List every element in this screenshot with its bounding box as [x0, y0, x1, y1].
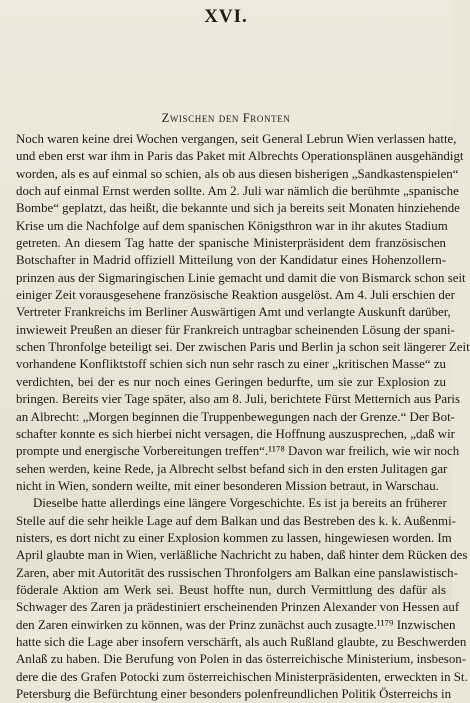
text-line: an Albrecht: „Morgen beginnen die Truppenbewegungen nach der Grenze.“ Der Bot- — [16, 409, 455, 424]
text-line: nisters, es dort nicht zu einer Explosion kommen zu lassen, hingewiesen worden. Im — [16, 530, 452, 545]
text-line: bringen. Bereits vier Tage später, also am 8. Juli, berichtete Fürst Metternich aus Paris — [16, 392, 461, 407]
text-line: Zaren, aber mit Autorität des russischen Thronfolgers am Balkan eine panslawistisch- — [16, 565, 458, 580]
text-line: Bombe“ geplatzt, das heißt, die bekannte und sich ja bereits seit Monaten hinziehende — [16, 201, 460, 216]
text-line: doch auf einmal Ernst werden sollte. Am 2. Juli war nämlich die berühmte „spanische — [16, 184, 459, 199]
text-line: Schwager des Zaren ja prädestiniert erscheinenden Prinzen Alexander von Hessen auf — [16, 600, 460, 615]
text-line: Dieselbe hatte allerdings eine längere Vorgeschichte. Es ist ja bereits an früherer — [33, 496, 447, 511]
text-line: einiger Zeit vorausgesehene französische Reaktion ausgelöst. Am 4. Juli erschien der — [16, 288, 455, 303]
text-line: dere die des Grafen Potocki zum österreichischen Ministerpräsidenten, erweckten in St. — [16, 669, 468, 684]
text-line: Botschafter in Madrid offiziell Mitteilung von der Kandidatur eines Hohenzollern- — [16, 253, 446, 268]
text-line: Anlaß zu haben. Die Berufung von Polen in das österreichische Ministerium, insbeson- — [16, 652, 467, 667]
text-line: sehen werden, keine Rede, ja Albrecht selbst befand sich in den ersten Julitagen gar — [16, 461, 448, 476]
text-line: Vertreter Frankreichs im Berliner Auswärtigen Amt und verlangte Auskunft darüber, — [16, 305, 451, 320]
text-line: inwieweit Preußen an dieser für Frankreich untragbar scheinenden Lösung der spani- — [16, 322, 455, 337]
text-line: prompte und energische Vorbereitungen treffen“.¹¹⁷⁸ Davon war freilich, wie wir noch — [16, 444, 460, 459]
text-line: Krise um die Nachfolge auf dem spanischen Königsthron war in ihr akutes Stadium — [16, 218, 448, 233]
text-line: verdichten, bei der es nur noch eines Geringen bedurfte, um sie zur Explosion zu — [16, 374, 446, 389]
text-line: hatte sich die Lage aber insofern verschärft, als auch Rußland glaubte, zu Beschwerden — [16, 634, 467, 649]
body-text — [16, 131, 470, 703]
text-line: vorhandene Konfliktstoff schien sich nun sehr rasch zu einer „kritischen Masse“ zu — [16, 357, 446, 372]
text-line: und eben erst war ihm in Paris das Paket mit Albrechts Operationsplänen ausgehändigt — [16, 149, 464, 164]
text-line: Petersburg die Befürchtung einer besonders polenfreundlichen Politik Österreichs in — [16, 687, 452, 701]
text-line: April glaubte man in Wien, verläßliche Nachricht zu haben, daß hinter dem Rücken des — [16, 548, 468, 563]
text-line: Noch waren keine drei Wochen vergangen, seit General Lebrun Wien verlassen hatte, — [16, 132, 457, 146]
text-line: worden, als es auf einmal so schien, als ob aus diesen bisherigen „Sandkastenspielen“ — [16, 166, 459, 181]
text-line: nicht in Wien, sondern weilte, mit einer besonderen Mission betraut, in Warschau. — [16, 478, 439, 493]
chapter-number: XVI. — [204, 6, 248, 27]
text-line: prinzen aus der Sigmaringischen Linie gemacht und damit die von Bismarck schon seit — [16, 270, 466, 285]
text-line: schen Thronfolge beteiligt sei. Der zwischen Paris und Berlin ja schon seit längerer Zeit — [16, 340, 470, 355]
text-line: den Zaren einwirken zu können, was der Prinz zunächst auch zusagte.¹¹⁷⁹ Inzwischen — [16, 617, 456, 632]
section-title: Zwischen den Fronten — [161, 111, 291, 125]
text-line: getreten. An diesem Tag hatte der spanische Ministerpräsident dem französischen — [16, 236, 446, 251]
text-line: schafter konnte es sich hierbei nicht versagen, die Hoffnung auszusprechen, „daß wir — [16, 426, 455, 441]
text-line: föderale Aktion am Werk sei. Beust hoffte nun, durch Vermittlung des dafür als — [16, 582, 446, 597]
text-line: Stelle auf die sehr heikle Lage auf dem Balkan und das Bestreben des k. k. Außenmi- — [16, 513, 456, 528]
